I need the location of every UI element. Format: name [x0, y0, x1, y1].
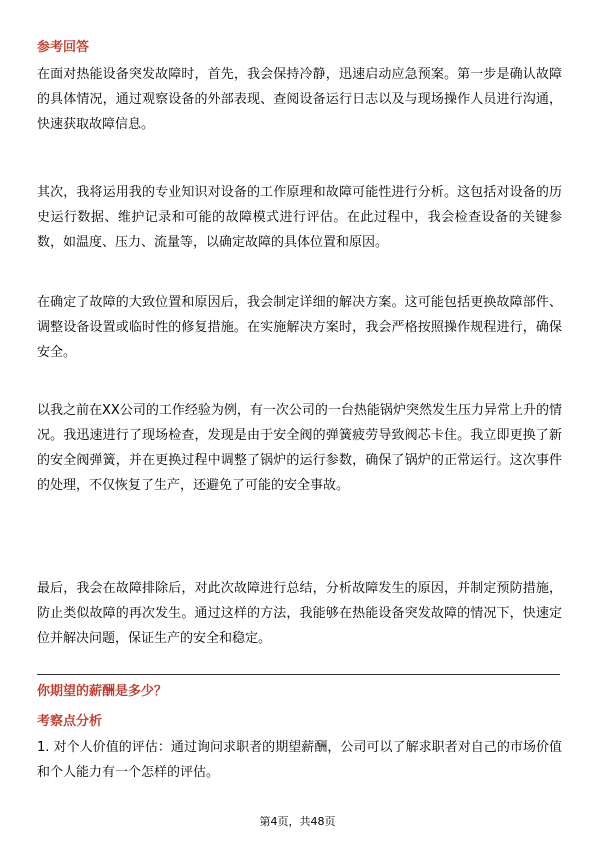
- page-footer: 第4页，共48页: [259, 815, 336, 828]
- answer-paragraph-3: 在确定了故障的大致位置和原因后，我会制定详细的解决方案。这可能包括更换故障部件、调整设备设置或临时性的修复措施。在实施解决方案时，我会严格按照操作规程进行，确保安全。: [37, 295, 562, 360]
- analysis-heading: 考察点分析: [37, 714, 103, 729]
- section-divider: [37, 674, 560, 675]
- answer-paragraph-4: 以我之前在XX公司的工作经验为例，有一次公司的一台热能锅炉突然发生压力异常上升的情况。我迅速进行了现场检查，发现是由于安全阀的弹簧疲劳导致阀芯卡住。我立即更换了新的安全阀弹簧，并在更换过程中调整了锅炉的运行参数，确保了锅炉的正常运行。这次事件的处理，不仅恢复了生产，还避免了可能的安全事故。: [37, 403, 562, 493]
- answer-paragraph-2: 其次，我将运用我的专业知识对设备的工作原理和故障可能性进行分析。这包括对设备的历史运行数据、维护记录和可能的故障模式进行评估。在此过程中，我会检查设备的关键参数，如温度、压力、流量等，以确定故障的具体位置和原因。: [37, 185, 562, 250]
- answer-paragraph-1: 在面对热能设备突发故障时，首先，我会保持冷静，迅速启动应急预案。第一步是确认故障的具体情况，通过观察设备的外部表现、查阅设备运行日志以及与现场操作人员进行沟通，快速获取故障信息。: [37, 67, 562, 132]
- question-heading: 你期望的薪酬是多少？: [37, 684, 168, 699]
- analysis-item-1: 1. 对个人价值的评估：通过询问求职者的期望薪酬，公司可以了解求职者对自己的市场价值和个人能力有一个怎样的评估。: [37, 740, 562, 780]
- answer-paragraph-5: 最后，我会在故障排除后，对此次故障进行总结，分析故障发生的原因，并制定预防措施，防止类似故障的再次发生。通过这样的方法，我能够在热能设备突发故障的情况下，快速定位并解决问题，保证生产的安全和稳定。: [37, 581, 562, 646]
- reference-answer-heading: 参考回答: [37, 40, 90, 55]
